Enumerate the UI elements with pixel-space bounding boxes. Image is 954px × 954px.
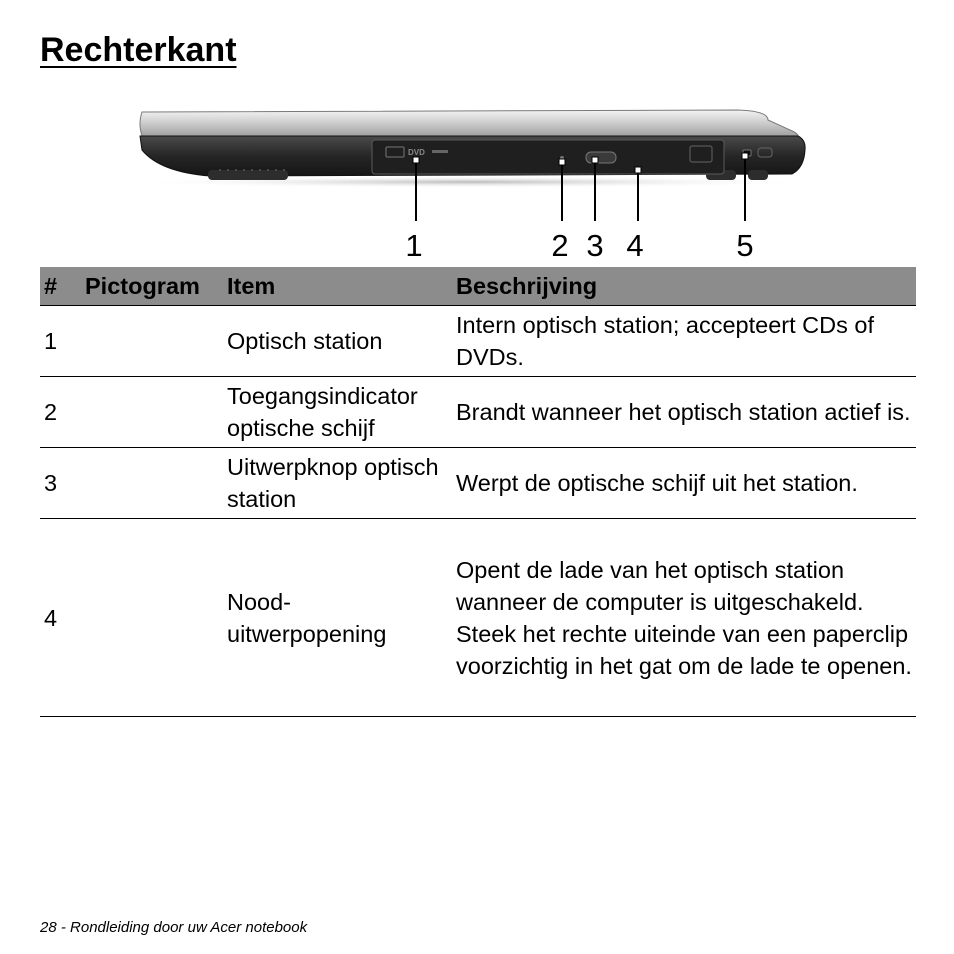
- row-number: 2: [40, 377, 81, 448]
- callout-label-3: 3: [586, 228, 604, 263]
- row-description: Werpt de optische schijf uit het station.: [452, 448, 916, 519]
- row-icon: [81, 377, 223, 448]
- table-header-row: [40, 267, 916, 306]
- header-number: #: [40, 267, 81, 306]
- drive-slot-mark: [432, 150, 448, 153]
- laptop-right-side-illustration: [100, 100, 840, 270]
- row-number: 1: [40, 306, 81, 377]
- callout-label-5: 5: [736, 228, 754, 263]
- row-item: Optisch station: [223, 306, 452, 377]
- optical-drive-bay: [372, 140, 724, 174]
- row-description: Intern optisch station; accepteert CDs of DVDs.: [452, 306, 916, 377]
- row-description: Brandt wanneer het optisch station actief is.: [452, 377, 916, 448]
- callout-label-2: 2: [551, 228, 569, 263]
- callout-label-1: 1: [405, 228, 423, 263]
- row-icon: [81, 306, 223, 377]
- laptop-lid: [140, 110, 798, 138]
- row-item: Uitwerpknop optisch station: [223, 448, 452, 519]
- header-item: Item: [223, 267, 452, 306]
- page-title: Rechterkant: [40, 31, 237, 69]
- row-icon: [81, 519, 223, 717]
- page-footer: 28 - Rondleiding door uw Acer notebook: [40, 919, 308, 936]
- row-item: Toegangsindicator optische schijf: [223, 377, 452, 448]
- header-description: Beschrijving: [452, 267, 916, 306]
- table-row: [40, 519, 916, 717]
- table-row: [40, 448, 916, 519]
- right-side-spec-table: [40, 267, 916, 717]
- row-item: Nood-uitwerpopening: [223, 519, 452, 717]
- row-description-cell: [452, 519, 916, 717]
- rubber-foot: [748, 170, 768, 180]
- header-icon: Pictogram: [81, 267, 223, 306]
- dvd-logo: DVD: [408, 148, 425, 157]
- callout-label-4: 4: [626, 228, 644, 263]
- row-number: 4: [40, 519, 81, 717]
- row-icon: [81, 448, 223, 519]
- row-description: Opent de lade van het optisch station wanneer de computer is uitgeschakeld.: [456, 556, 864, 615]
- rubber-foot: [208, 170, 288, 180]
- eject-button: [586, 152, 616, 163]
- table-row: [40, 306, 916, 377]
- table-row: [40, 377, 916, 448]
- row-description-extra: Steek het rechte uiteinde van een paperclip voorzichtig in het gat om de lade te openen.: [456, 620, 912, 679]
- row-number: 3: [40, 448, 81, 519]
